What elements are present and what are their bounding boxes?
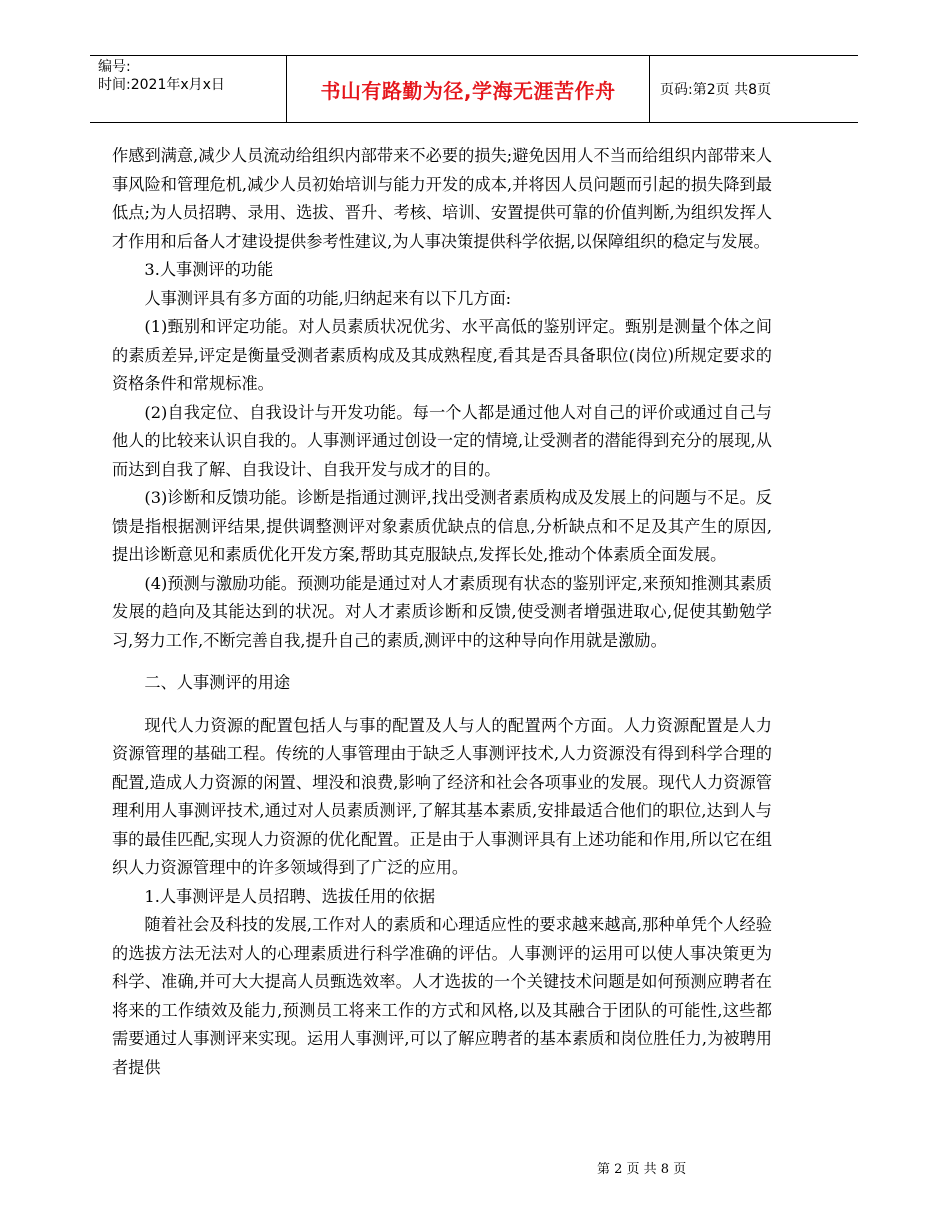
body-paragraph: (2)自我定位、自我设计与开发功能。每一个人都是通过他人对自己的评价或通过自己与他人的比较来认识自我的。人事测评通过创设一定的情境,让受测者的潜能得到充分的展现,从而达到自我了解、自我设计、自我开发与成才的目的。 (112, 402, 772, 479)
section-heading: 二、人事测评的用途 (144, 673, 291, 692)
document-time-label: 时间:2021年x月x日 (98, 77, 225, 93)
body-paragraph: 人事测评具有多方面的功能,归纳起来有以下几方面: (144, 288, 512, 308)
page-footer: 第 2 页 共 8 页 (597, 1162, 687, 1177)
header-meta (90, 56, 287, 122)
page-header (90, 55, 858, 123)
body-paragraph: 现代人力资源的配置包括人与事的配置及人与人的配置两个方面。人力资源配置是人力资源管理的基础工程。传统的人事管理由于缺乏人事测评技术,人力资源没有得到科学合理的配置,造成人力资源的闲置、埋没和浪费,影响了经济和社会各项事业的发展。现代人力资源管理利用人事测评技术,通过对人员素质测评,了解其基本素质,安排最适合他们的职位,达到人与事的最佳匹配,实现人力资源的优化配置。正是由于人事测评具有上述功能和作用,所以它在组织人力资源管理中的许多领域得到了广泛的应用。 (112, 715, 772, 877)
body-paragraph: (3)诊断和反馈功能。诊断是指通过测评,找出受测者素质构成及发展上的问题与不足。反馈是指根据测评结果,提供调整测评对象素质优缺点的信息,分析缺点和不足及其产生的原因,提出诊断意见和素质优化开发方案,帮助其克服缺点,发挥长处,推动个体素质全面发展。 (112, 488, 772, 564)
document-body (112, 142, 772, 1082)
body-paragraph: 随着社会及科技的发展,工作对人的素质和心理适应性的要求越来越高,那种单凭个人经验的选拔方法无法对人的心理素质进行科学准确的评估。人事测评的运用可以使人事决策更为科学、准确,并可大大提高人员甄选效率。人才选拔的一个关键技术问题是如何预测应聘者在将来的工作绩效及能力,预测员工将来工作的方式和风格,以及其融合于团队的可能性,这些都需要通过人事测评来实现。运用人事测评,可以了解应聘者的基本素质和岗位胜任力,为被聘用者提供 (112, 915, 772, 1077)
header-page-info: 页码:第2页 共8页 (660, 82, 771, 98)
body-paragraph: 作感到满意,减少人员流动给组织内部带来不必要的损失;避免因用人不当而给组织内部带来人事风险和管理危机,减少人员初始培训与能力开发的成本,并将因人员问题而引起的损失降到最低点;为人员招聘、录用、选拔、晋升、考核、培训、安置提供可靠的价值判断,为组织发挥人才作用和后备人才建设提供参考性建议,为人事决策提供科学依据,以保障组织的稳定与发展。 (112, 146, 772, 251)
header-motto: 书山有路勤为径,学海无涯苦作舟 (287, 56, 650, 122)
body-paragraph: (4)预测与激励功能。预测功能是通过对人才素质现有状态的鉴别评定,来预知推测其素质发展的趋向及其能达到的状况。对人才素质诊断和反馈,使受测者增强进取心,促使其勤勉学习,努力工作,不断完善自我,提升自己的素质,测评中的这种导向作用就是激励。 (112, 573, 772, 650)
section-heading: 1.人事测评是人员招聘、选拔任用的依据 (144, 886, 436, 906)
body-paragraph: (1)甄别和评定功能。对人员素质状况优劣、水平高低的鉴别评定。甄别是测量个体之间的素质差异,评定是衡量受测者素质构成及其成熟程度,看其是否具备职位(岗位)所规定要求的资格条件和常规标准。 (112, 317, 772, 393)
section-heading: 3.人事测评的功能 (144, 260, 274, 279)
document-number-label: 编号: (98, 59, 131, 75)
